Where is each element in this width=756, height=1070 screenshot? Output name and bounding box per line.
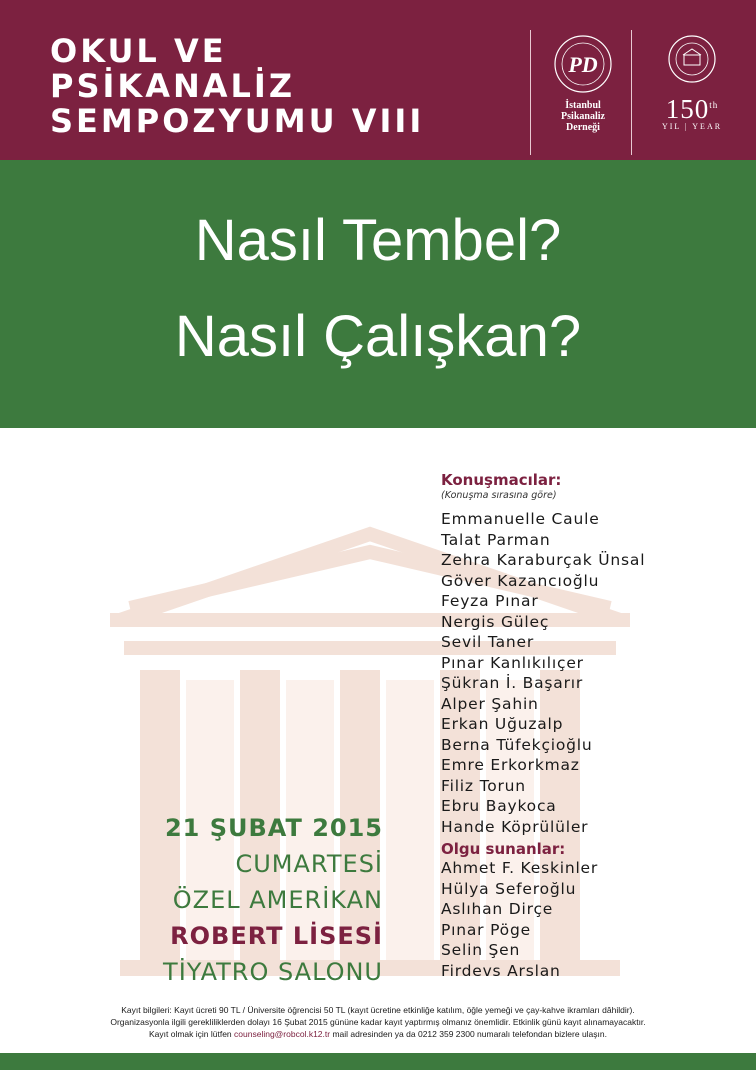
registration-line-3: Kayıt olmak için lütfen counseling@robcol.k12.tr mail adresinden ya da 0212 359 2300 numaralı telefondan bizlere ulaşın.: [148, 1029, 607, 1039]
title-line-2: PSİKANALİZ: [50, 67, 296, 105]
headline-band: [0, 160, 756, 428]
speaker-name: Emre Erkorkmaz: [441, 756, 580, 774]
event-info: [100, 810, 383, 990]
divider-right: [631, 30, 632, 155]
speakers-subheading: (Konuşma sırasına göre): [441, 490, 557, 501]
headline-line-2: Nasıl Çalışkan?: [174, 304, 582, 369]
speaker-name: Feyza Pınar: [441, 592, 539, 610]
speaker-name: Nergis Güleç: [441, 612, 550, 631]
presenter-name: Pınar Pöge: [441, 920, 531, 939]
header-band: [0, 0, 756, 160]
speaker-name: Berna Tüfekçioğlu: [441, 735, 593, 754]
istanbul-psikanaliz-logo: [546, 34, 620, 133]
event-venue-line-3: TİYATRO SALONU: [163, 958, 383, 986]
speaker-name: Sevil Taner: [441, 633, 535, 651]
speaker-name: Göver Kazancıoğlu: [441, 571, 600, 590]
pd-seal-icon: [553, 34, 613, 94]
speaker-name: Pınar Kanlıkılıçer: [441, 653, 584, 672]
speaker-name: Şükran İ. Başarır: [441, 674, 584, 692]
presenter-name: Firdevs Arslan: [441, 961, 561, 980]
event-venue-line-2: ROBERT LİSESİ: [170, 922, 383, 950]
speaker-name: Alper Şahin: [441, 694, 539, 713]
speaker-name: Zehra Karaburçak Ünsal: [441, 551, 646, 569]
speaker-name: Emmanuelle Caule: [441, 510, 600, 528]
presenter-name: Ahmet F. Keskinler: [441, 859, 599, 877]
speaker-name: Ebru Baykoca: [441, 797, 557, 815]
presenter-name: Selin Şen: [441, 941, 521, 959]
registration-line-1: Kayıt bilgileri: Kayıt ücreti 90 TL / Üniversite öğrencisi 50 TL (kayıt ücretine etkinliğe katılım, öğle yemeği ve çay-kahve ikramları dâhildir).: [121, 1005, 635, 1015]
title-line-1: OKUL VE: [50, 32, 227, 70]
event-date: 21 ŞUBAT 2015: [164, 814, 383, 842]
presenter-name: Aslıhan Dirçe: [441, 900, 554, 918]
divider-left: [530, 30, 531, 155]
robert-college-logo: [648, 34, 736, 131]
presenters-heading: Olgu sunanlar:: [441, 840, 566, 858]
registration-info: [0, 1004, 756, 1040]
speaker-name: Talat Parman: [441, 530, 551, 549]
email-link[interactable]: counseling@robcol.k12.tr: [234, 1029, 331, 1039]
symposium-title: [50, 34, 424, 139]
svg-text:PD: PD: [568, 52, 598, 77]
speaker-name: Erkan Uğuzalp: [441, 715, 564, 733]
speakers-heading: Konuşmacılar:: [441, 471, 562, 489]
event-venue-line-1: ÖZEL AMERİKAN: [172, 886, 383, 914]
presenter-name: Hülya Seferoğlu: [441, 879, 577, 898]
anniversary-sub: YIL | YEAR: [661, 122, 723, 131]
title-line-3: SEMPOZYUMU VIII: [50, 102, 425, 140]
event-day: CUMARTESİ: [235, 850, 383, 878]
speakers-list: [441, 471, 645, 981]
speaker-name: Filiz Torun: [441, 776, 526, 795]
headline-line-1: Nasıl Tembel?: [194, 208, 562, 273]
registration-line-2: Organizasyonla ilgili gerekliliklerden dolayı 16 Şubat 2015 gününe kadar kayıt yaptırmış olmanız önemlidir. Etkinlik günü kayıt alınamayacaktır.: [110, 1017, 646, 1027]
bottom-band: [0, 1053, 756, 1070]
logo1-caption: İstanbul Psikanaliz Derneği: [561, 100, 605, 133]
anniversary-year: 150th: [665, 94, 719, 124]
robert-college-seal-icon: [667, 34, 717, 84]
speaker-name: Hande Köprülüler: [441, 817, 589, 836]
